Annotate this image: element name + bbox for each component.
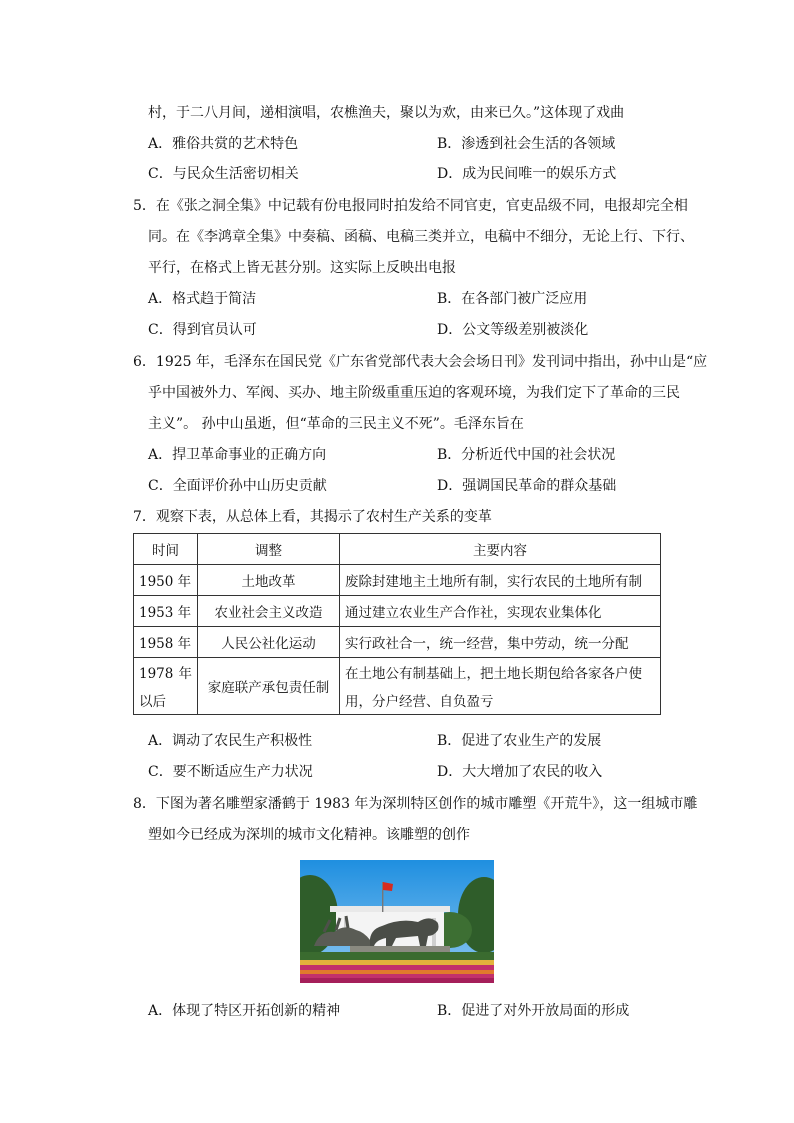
q5-option-a: A．格式趋于简洁 [148, 291, 257, 307]
cell-content: 通过建立农业生产合作社，实现农业集体化 [340, 596, 661, 627]
q8-stem-line-2: 塑如今已经成为深圳的城市文化精神。该雕塑的创作 [148, 827, 470, 843]
header-cell-time: 时间 [134, 534, 198, 565]
q5-option-b: B．在各部门被广泛应用 [437, 291, 588, 307]
cell-time: 1950 年 [134, 565, 198, 596]
sculpture-photo [300, 860, 494, 983]
cell-adjust: 土地改革 [198, 565, 340, 596]
q5-option-d: D．公文等级差别被淡化 [437, 322, 589, 338]
cell-time: 1953 年 [134, 596, 198, 627]
q6-option-b: B．分析近代中国的社会状况 [437, 447, 616, 463]
q6-stem-line-1: 6．1925 年，毛泽东在国民党《广东省党部代表大会会场日刊》发刊词中指出，孙中山是“应 [133, 354, 708, 370]
q4-option-b: B．渗透到社会生活的各领域 [437, 136, 616, 152]
table-row [134, 565, 661, 596]
q5-option-c: C．得到官员认可 [148, 322, 257, 338]
cell-content: 废除封建地主土地所有制，实行农民的土地所有制 [340, 565, 661, 596]
q6-stem-line-3: 主义”。 孙中山虽逝，但“革命的三民主义不死”。毛泽东旨在 [148, 416, 524, 432]
cell-adjust: 人民公社化运动 [198, 627, 340, 658]
q7-table [133, 533, 661, 715]
cell-content: 实行政社合一，统一经营，集中劳动，统一分配 [340, 627, 661, 658]
q7-option-c: C．要不断适应生产力状况 [148, 764, 313, 780]
table-row [134, 658, 661, 715]
q7-option-d: D．大大增加了农民的收入 [437, 764, 603, 780]
q7-stem: 7．观察下表，从总体上看，其揭示了农村生产关系的变革 [133, 509, 492, 525]
cell-adjust: 农业社会主义改造 [198, 596, 340, 627]
q7-option-a: A．调动了农民生产积极性 [148, 733, 313, 749]
q8-option-b: B．促进了对外开放局面的形成 [437, 1003, 630, 1019]
q6-option-c: C．全面评价孙中山历史贡献 [148, 478, 327, 494]
q6-option-a: A．捍卫革命事业的正确方向 [148, 447, 327, 463]
q5-stem-line-1: 5．在《张之洞全集》中记载有份电报同时拍发给不同官吏，官吏品级不同，电报却完全相 [133, 198, 688, 214]
cell-content [340, 658, 661, 715]
q6-option-d: D．强调国民革命的群众基础 [437, 478, 617, 494]
q4-option-d: D．成为民间唯一的娱乐方式 [437, 166, 617, 182]
q5-stem-line-3: 平行，在格式上皆无甚分别。这实际上反映出电报 [148, 260, 456, 276]
q8-stem-line-1: 8．下图为著名雕塑家潘鹤于 1983 年为深圳特区创作的城市雕塑《开荒牛》，这一组城市雕 [133, 796, 698, 812]
cell-adjust: 家庭联产承包责任制 [198, 658, 340, 715]
q7-option-b: B．促进了农业生产的发展 [437, 733, 602, 749]
cell-time-line-1: 1978 年 [139, 666, 192, 682]
cell-time [134, 658, 198, 715]
q8-option-a: A．体现了特区开拓创新的精神 [148, 1003, 341, 1019]
q5-stem-line-2: 同。在《李鸿章全集》中奏稿、函稿、电稿三类并立，电稿中不细分，无论上行、下行、 [148, 229, 694, 245]
q4-option-a: A．雅俗共赏的艺术特色 [148, 136, 299, 152]
cell-time: 1958 年 [134, 627, 198, 658]
table-row [134, 596, 661, 627]
header-cell-content: 主要内容 [340, 534, 661, 565]
q4-stem-continuation: 村，于二八月间，递相演唱，农樵渔夫，聚以为欢，由来已久。”这体现了戏曲 [148, 105, 625, 121]
cell-content-line-1: 在土地公有制基础上，把土地长期包给各家各户使 [345, 666, 642, 682]
table-row [134, 627, 661, 658]
table-header-row [134, 534, 661, 565]
cell-time-line-2: 以后 [139, 694, 166, 710]
q4-option-c: C．与民众生活密切相关 [148, 166, 299, 182]
cell-content-line-2: 用，分户经营、自负盈亏 [345, 694, 494, 710]
header-cell-adjust: 调整 [198, 534, 340, 565]
q6-stem-line-2: 乎中国被外力、军阀、买办、地主阶级重重压迫的客观环境，为我们定下了革命的三民 [148, 385, 680, 401]
